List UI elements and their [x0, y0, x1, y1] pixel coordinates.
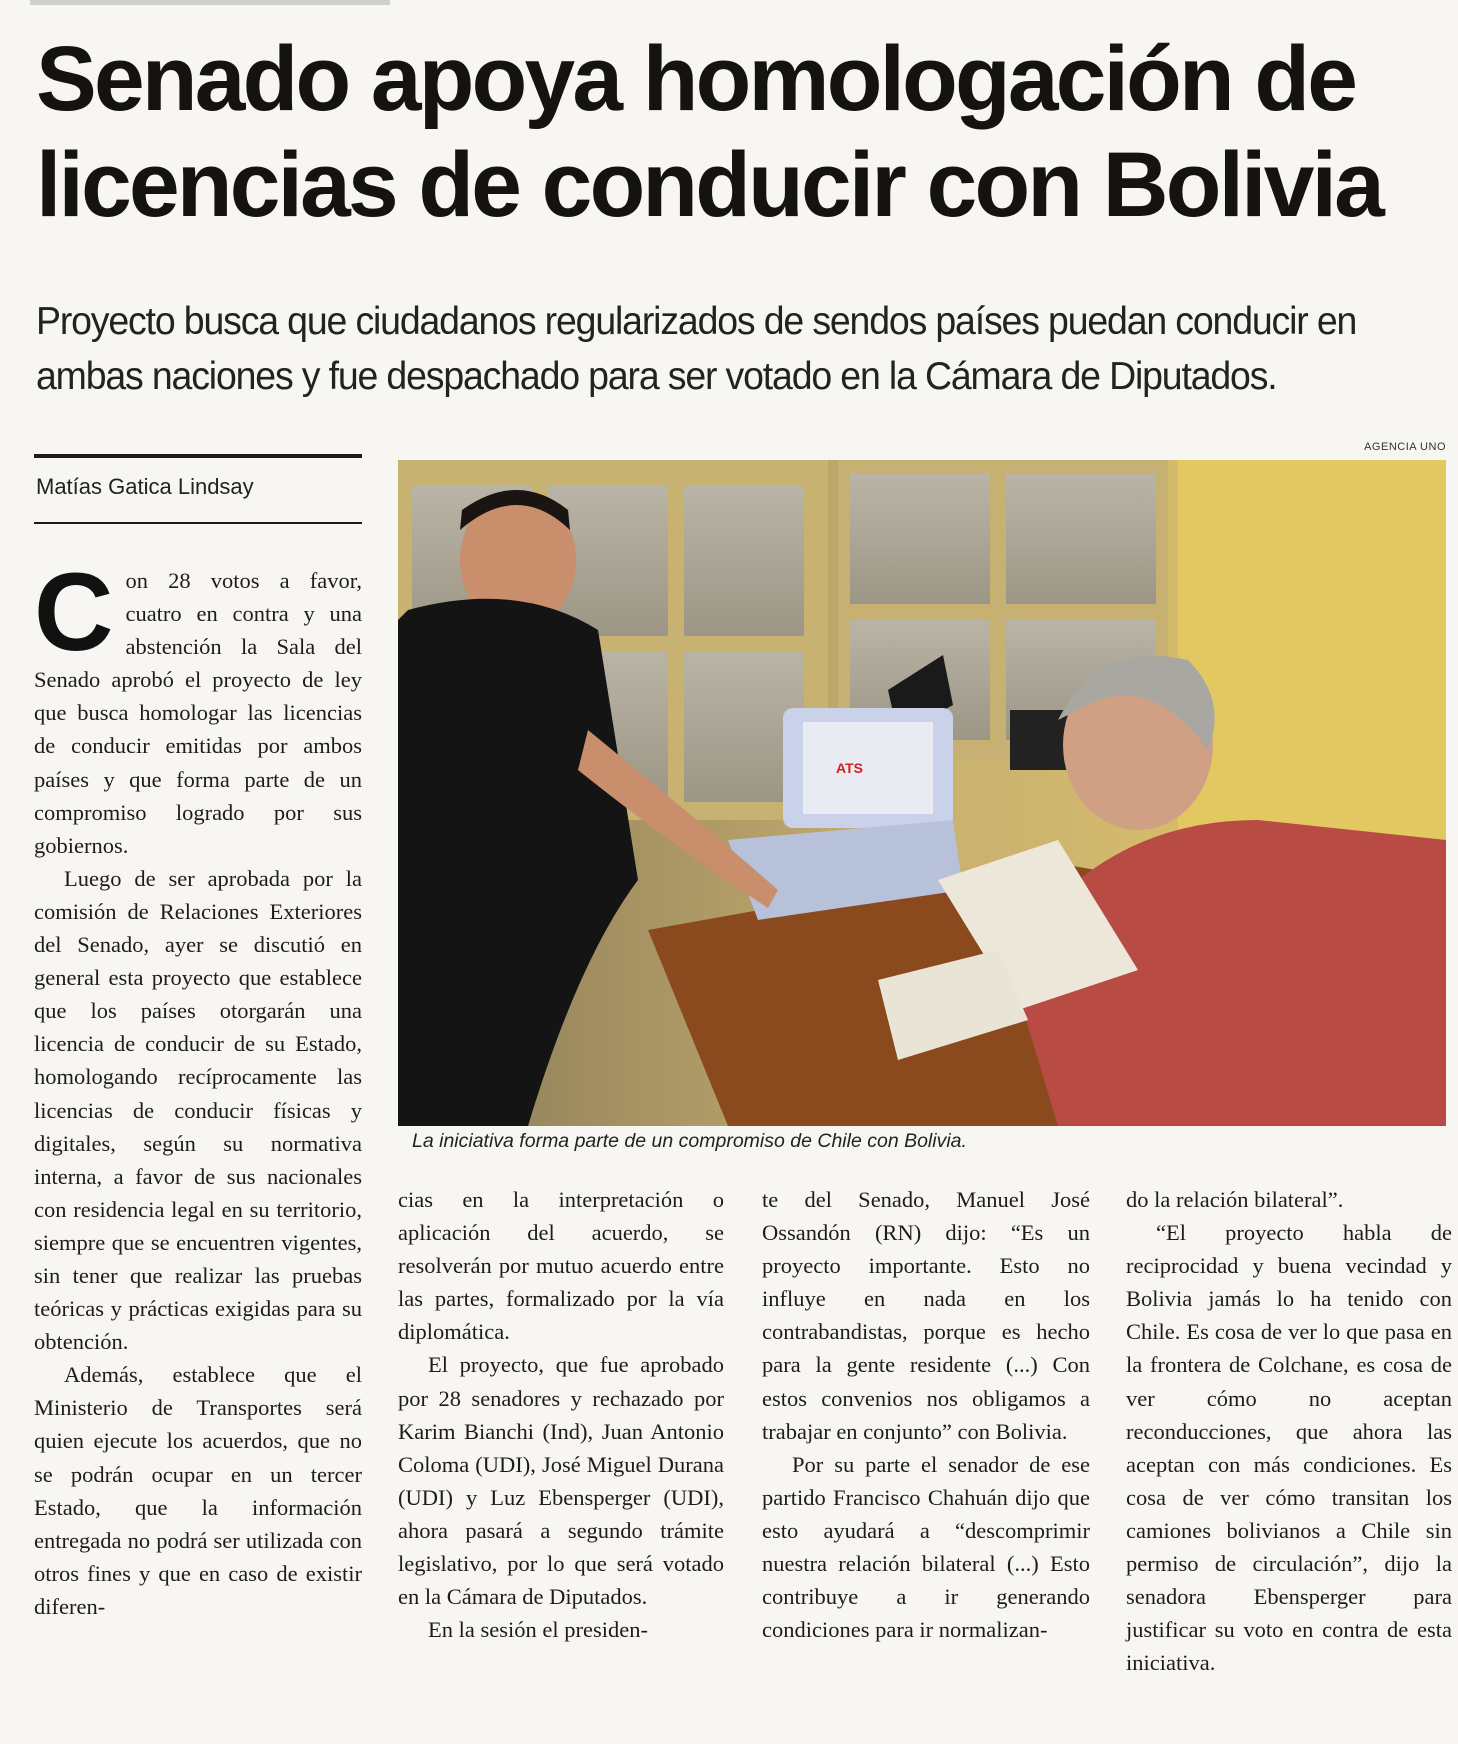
screen-logo: ATS	[836, 760, 863, 776]
article-paragraph: te del Senado, Manuel José Ossandón (RN) dijo: “Es un proyecto importante. Esto no influye en nada en los contrabandistas, porque es hecho para la gente residente (...) Con estos convenios nos obligamos a trabajar en conjunto” con Bolivia.	[762, 1187, 1090, 1444]
article-paragraph: Además, establece que el Ministerio de Transportes será quien ejecute los acuerdos, que no se podrán ocupar en un tercer Estado, que la información entregada no podrá ser utilizada con otros fines y que en caso de existir diferen-	[34, 1362, 362, 1619]
article-paragraph: do la relación bilateral”.	[1126, 1187, 1344, 1212]
drop-cap: C	[34, 551, 114, 674]
headline: Senado apoya homologación de licencias de conducir con Bolivia	[36, 28, 1383, 236]
byline-rule-top	[34, 454, 362, 458]
subheadline: Proyecto busca que ciudadanos regularizados de sendos países puedan conducir en ambas naciones y fue despachado para ser votado en la Cámara de Diputados.	[36, 300, 1357, 398]
article-paragraph: En la sesión el presiden-	[428, 1617, 648, 1643]
article-paragraph: El proyecto, que fue aprobado por 28 senadores y rechazado por Karim Bianchi (Ind), Juan Antonio Coloma (UDI), José Miguel Durana (UDI) y Luz Ebensperger (UDI), ahora pasará a segundo trámite legislativo, por lo que será votado en la Cámara de Diputados.	[398, 1352, 724, 1610]
photo-illustration	[398, 460, 1446, 1126]
paragraph-text: on 28 votos a favor, cuatro en contra y una abstención la Sala del Senado aprobó el proyecto de ley que busca homologar las licencias de conducir emitidas por ambos países y que forma parte de un compromiso logrado por sus gobiernos.	[34, 568, 362, 858]
article-column-3	[762, 1183, 1090, 1646]
photo-caption: La iniciativa forma parte de un compromiso de Chile con Bolivia.	[412, 1130, 967, 1152]
article-paragraph: “El proyecto habla de reciprocidad y buena vecindad y Bolivia jamás lo ha tenido con Chile. Es cosa de ver lo que pasa en la frontera de Colchane, es cosa de ver cómo no aceptan reconducciones, que ahora las aceptan con más condiciones. Es cosa de ver cómo transitan los camiones bolivianos a Chile sin permiso de circulación”, dijo la senadora Ebensperger para justificar su voto en contra de esta iniciativa.	[1126, 1220, 1452, 1676]
article-column-2	[398, 1183, 724, 1646]
article-column-1	[34, 551, 362, 1623]
article-paragraph	[34, 551, 362, 862]
top-band	[30, 0, 390, 5]
article-column-4	[1126, 1183, 1452, 1679]
article-photo	[398, 460, 1446, 1126]
article-paragraph: cias en la interpretación o aplicación del acuerdo, se resolverán por mutuo acuerdo entre las partes, formalizado por la vía diplomática.	[398, 1187, 724, 1345]
byline: Matías Gatica Lindsay	[36, 474, 254, 499]
article-paragraph: Por su parte el senador de ese partido Francisco Chahuán dijo que esto ayudará a “descomprimir nuestra relación bilateral (...) Esto contribuye a ir generando condiciones para ir normalizan-	[762, 1451, 1090, 1643]
article-paragraph: Luego de ser aprobada por la comisión de Relaciones Exteriores del Senado, ayer se discutió en general esta proyecto que establece que los países otorgarán una licencia de conducir de su Estado, homologando recíprocamente las licencias de conducir físicas y digitales, según su normativa interna, a favor de sus nacionales con residencia legal en su territorio, siempre que se encuentren vigentes, sin tener que realizar las pruebas teóricas y prácticas exigidas para su obtención.	[34, 865, 362, 1355]
byline-rule-bottom	[34, 522, 362, 524]
photo-credit: AGENCIA UNO	[1364, 441, 1446, 453]
